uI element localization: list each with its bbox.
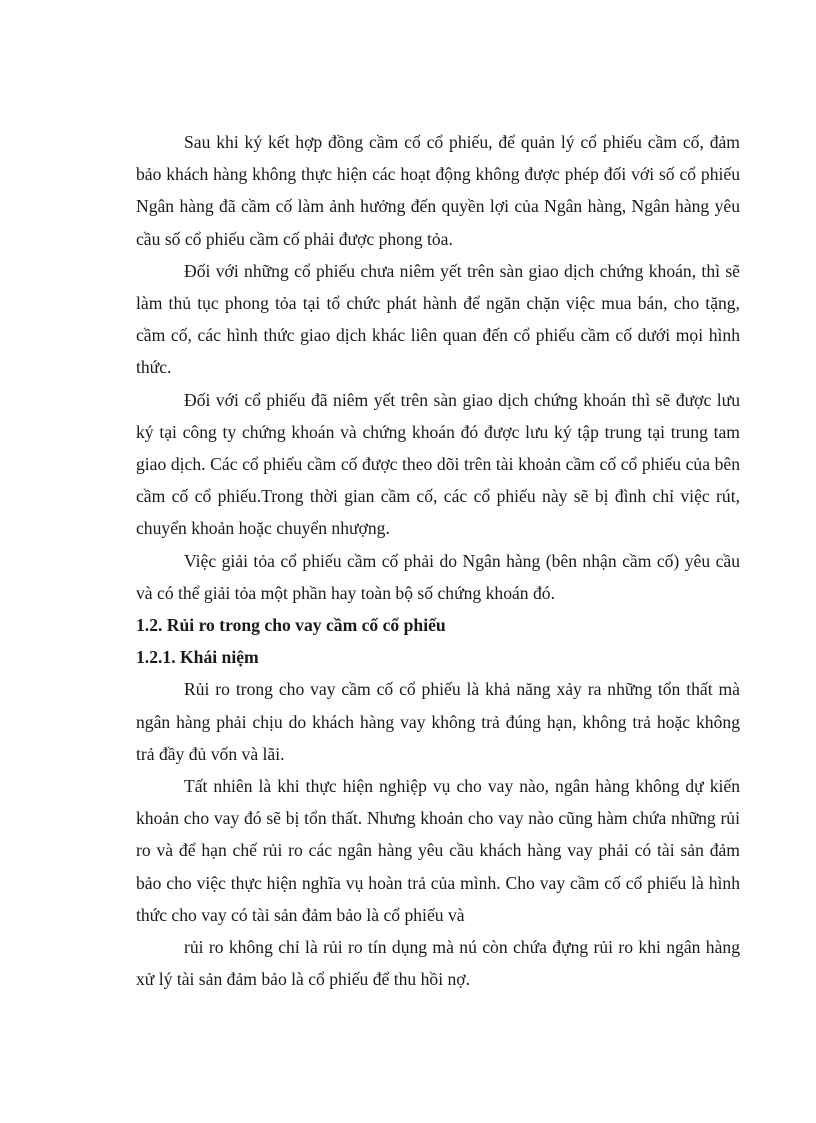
paragraph: Việc giải tỏa cổ phiếu cầm cố phải do Ngân hàng (bên nhận cầm cố) yêu cầu và có thể giải tỏa một phần hay toàn bộ số chứng khoán đó. <box>136 550 740 603</box>
document-page <box>136 126 740 995</box>
subsection-heading: 1.2.1. Khái niệm <box>136 647 259 668</box>
paragraph: rủi ro không chỉ là rủi ro tín dụng mà nú còn chứa đựng rủi ro khi ngân hàng xử lý tài sản đảm bảo là cổ phiếu để thu hồi nợ. <box>136 937 740 990</box>
paragraph: Đối với cổ phiếu đã niêm yết trên sàn giao dịch chứng khoán thì sẽ được lưu ký tại công ty chứng khoán và chứng khoán đó được lưu ký tập trung tại trung tam giao dịch. Các cổ phiếu cầm cố được theo dõi trên tài khoản cầm cố cổ phiếu của bên cầm cố cổ phiếu.Trong thời gian cầm cố, các cổ phiếu này sẽ bị đình chỉ việc rút, chuyển khoản hoặc chuyển nhượng. <box>136 389 740 539</box>
paragraph: Tất nhiên là khi thực hiện nghiệp vụ cho vay nào, ngân hàng không dự kiến khoản cho vay đó sẽ bị tổn thất. Nhưng khoản cho vay nào cũng hàm chứa những rủi ro và để hạn chế rủi ro các ngân hàng yêu cầu khách hàng vay phải có tài sản đảm bảo cho việc thực hiện nghĩa vụ hoàn trả của mình. Cho vay cầm cố cổ phiếu là hình thức cho vay có tài sản đảm bảo là cổ phiếu và <box>136 776 740 925</box>
paragraph: Đối với những cổ phiếu chưa niêm yết trên sàn giao dịch chứng khoán, thì sẽ làm thủ tục phong tỏa tại tổ chức phát hành để ngăn chặn việc mua bán, cho tặng, cầm cố, các hình thức giao dịch khác liên quan đến cổ phiếu cầm cố dưới mọi hình thức. <box>136 260 740 378</box>
section-heading: 1.2. Rủi ro trong cho vay cầm cố cổ phiếu <box>136 615 446 636</box>
paragraph: Sau khi ký kết hợp đồng cầm cố cổ phiếu, để quản lý cổ phiếu cầm cố, đảm bảo khách hàng không thực hiện các hoạt động không được phép đối với số cổ phiếu Ngân hàng đã cầm cố làm ảnh hưởng đến quyền lợi của Ngân hàng, Ngân hàng yêu cầu số cổ phiếu cầm cố phải được phong tỏa. <box>136 132 740 249</box>
paragraph: Rủi ro trong cho vay cầm cố cổ phiếu là khả năng xảy ra những tổn thất mà ngân hàng phải chịu do khách hàng vay không trả đúng hạn, không trả hoặc không trả đầy đủ vốn và lãi. <box>136 679 740 764</box>
